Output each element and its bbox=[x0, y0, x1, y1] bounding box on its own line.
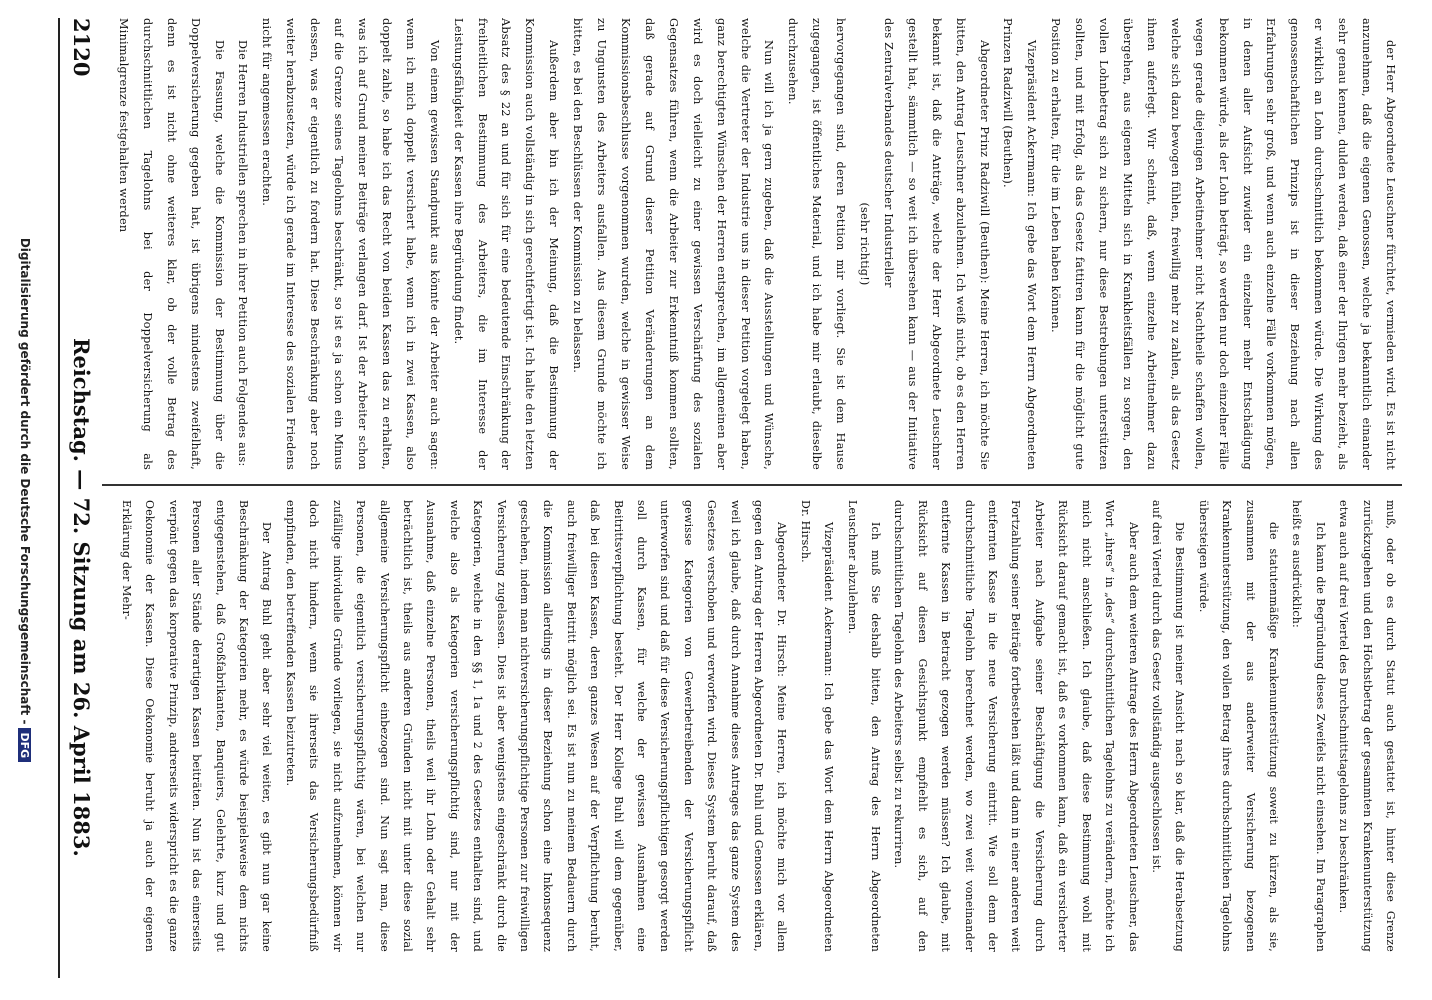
paragraph: hervorgegangen sind, deren Petition mir vorliegt. Sie ist dem Hause zugegangen, ist öffentliches Material, und ich habe mir erlaubt, dieselbe durchzusehen. bbox=[786, 18, 848, 470]
paragraph: Ich kann die Begründung dieses Zweifels nicht einsehen. Im Paragraphen heißt es ausdrücklich: bbox=[1290, 500, 1327, 952]
page-header bbox=[52, 18, 102, 978]
column-divider bbox=[102, 484, 1402, 486]
page-number: 2120 bbox=[69, 18, 94, 77]
paragraph: Ich muß Sie deshalb bitten, den Antrag des Herrn Abgeordneten Leuschner abzulehnen. bbox=[845, 500, 883, 952]
paragraph: Der Antrag Buhl geht aber sehr viel weiter, es gibt nun gar keine Beschränkung der Kategorien mehr, es würde beispielsweise dem nichts entgegenstehen, daß Großfabrikanten, Banquiers, Gelehrte, kurz und gut Personen aller Stände derartigen Kassen beiträten. Nun ist das einerseits verpönt gegen das korporative Prinzip, andrerseits widerspricht es die ganze Oekonomie der Kassen. Diese Oekonomie beruht ja auch der eigenen Erklärung der Mehr- bbox=[120, 500, 274, 952]
paragraph: die statutenmäßige Krankenunterstützung soweit zu kürzen, als sie, zusammen mit der aus anderweiter Versicherung bezogenen Krankenunterstützung, den vollen Betrag ihres durchschnittlichen Tagelohns übersteigen würde. bbox=[1196, 500, 1280, 952]
paragraph: Die Bestimmung ist meiner Ansicht nach so klar, daß die Herabsetzung auf drei Viertel durch das Gesetz vollständig ausgeschlossen ist. bbox=[1149, 500, 1187, 952]
paragraph: Die Herren Industriellen sprechen in ihrer Petition auch Folgendes aus: bbox=[236, 40, 250, 467]
paragraph: Außerdem aber bin ich der Meinung, daß die Bestimmung der Kommission auch vollständig in sich gerechtfertigt ist. Ich halte den letzten Absatz des § 22 an und für sich für eine bedeutende Einschränkung der freiheitlichen Bestimmung des Arbeiters, die im Interesse der Leistungsfähigkeit der Kassen ihre Begründung findet. bbox=[451, 18, 561, 470]
paragraph: Die Fassung, welche die Kommission der Bestimmung über die Doppelversicherung gegeben hat, ist übrigens mindestens zweifelhaft, denn es ist nicht ohne weiteres klar, ob der volle Betrag des durchschnittlichen Tagelohns bei der Doppelversicherung als Minimalgrenze festgehalten werden bbox=[116, 18, 226, 470]
dfg-logo: DFG bbox=[18, 728, 31, 762]
digitization-note: Digitalisierung gefördert durch die Deutsche Forschungsgemeinschaft - bbox=[18, 237, 32, 725]
paragraph: (sehr richtig!) bbox=[858, 202, 872, 286]
paragraph: Vizepräsident Ackermann: Ich gebe das Wort dem Herrn Abgeordneten Prinzen Radziwill (Beuthen). bbox=[1001, 18, 1039, 470]
right-column bbox=[102, 500, 1402, 952]
paragraph: Von einem gewissen Standpunkt aus könnte der Arbeiter auch sagen: wenn ich mich doppelt versichert habe, wenn ich in zwei Kassen, also doppelt zahle, so habe ich das Recht von beiden Kassen das zu erhalten, was ich auf Grund meiner Beiträge verlangen darf. Ist der Arbeiter schon auf die Grenze seines Tagelohns beschränkt, so ist es ja schon ein Minus dessen, was er eigentlich zu fordern hat. Diese Beschränkung aber noch weiter herabzusetzen, würde ich gerade im Interesse des sozialen Friedens nicht für angemessen erachten. bbox=[260, 18, 441, 470]
left-column bbox=[102, 18, 1402, 470]
paragraph: Aber auch dem weiteren Antrage des Herrn Abgeordneten Leuschner, das Wort „ihres“ in „des“ durchschnittlichen Tagelohns zu verändern, möchte ich mich nicht anschließen. Ich glaube, daß diese Bestimmung wohl mit Rücksicht darauf gemacht ist, daß es vorkommen kann, daß ein versicherter Arbeiter nach Aufgabe seiner Beschäftigung die Versicherung durch Fortzahlung seiner Beiträge fortbestehen läßt und dann in einer anderen weit entfernten Kasse in die neue Versicherung eintritt. Wie soll denn der durchschnittliche Tagelohn berechnet werden, wo zwei weit voneinander entfernte Kassen in Betracht gezogen werden müssen? Ich glaube, mit Rücksicht auf diesen Gesichtspunkt empfiehlt es sich, auf den durchschnittlichen Tagelohn des Arbeiters selbst zu rekurriren. bbox=[892, 500, 1140, 952]
paragraph: Abgeordneter Dr. Hirsch: Meine Herren, ich möchte mich vor allem gegen den Antrag der Herren Abgeordneten Dr. Buhl und Genossen erklären, weil ich glaube, daß durch Annahme dieses Antrages das ganze System des Gesetzes verschoben und verworfen wird. Dieses System beruht darauf, daß gewisse Kategorien von Gewerbetreibenden der Versicherungspflicht unterworfen sind und daß für diese Versicherungspflichtigen gesorgt werden soll durch Kassen, für welche der gewissen Ausnahmen eine Beitrittsverpflichtung besteht. Der Herr Kollege Buhl will dem gegenüber, daß bei diesen Kassen, deren ganzes Wesen auf der Verpflichtung beruht, auch freiwilliger Beitritt möglich sei. Es ist nun zu meinem Bedauern durch die Kommission allerdings in dieser Beziehung schon eine Inkonsequenz geschehen, indem man nichtversicherungspflichtige Personen zur freiwilligen Versicherung zugelassen. Dies ist aber wenigstens eingeschränkt durch die Kategorien, welche in den §§ 1, 1a und 2 des Gesetzes enthalten sind, und welche also als Kategorien versicherungspflichtig sind, nur mit der Ausnahme, daß einzelne Personen, theils weil ihr Lohn oder Gehalt sehr beträchtlich ist, theils aus anderen Gründen nicht mit unter diese sozial allgemeine Versicherungspflicht einbezogen sind. Nun sagt man, diese Personen, die eigentlich versicherungspflichtig wären, bei welchen nur zufällige individuelle Gründe vorliegen, sie nicht aufzunehmen, können wir doch nicht hindern, wenn sie ihrerseits das Versicherungsbedürfniß empfinden, den betreffenden Kassen beizutreten. bbox=[283, 500, 789, 952]
paragraph: Vizepräsident Ackermann: Ich gebe das Wort dem Herrn Abgeordneten Dr. Hirsch. bbox=[798, 500, 836, 952]
paragraph: Abgeordneter Prinz Radziwill (Beuthen): Meine Herren, ich möchte Sie bitten, den Antrag Leuschner abzulehnen. Ich weiß nicht, ob es den Herren bekannt ist, daß die Anträge, welche der Herr Abgeordnete Leuschner gestellt hat, sämmtlich — so weit ich übersehen kann — aus der Initiative des Zentralverbandes deutscher Industrieller bbox=[881, 18, 991, 470]
digitization-footer bbox=[8, 0, 32, 1000]
paragraph: muß, oder ob es durch Statut auch gestattet ist, hinter diese Grenze zurückzugehen und den Höchstbetrag der gesammten Krankenunterstützung etwa auch auf drei Viertel des Durchschnittstagelohns zu beschränken. bbox=[1337, 500, 1397, 952]
running-title: Reichstag. — 72. Sitzung am 26. April 1883. bbox=[69, 338, 94, 857]
paragraph: Nun will ich ja gern zugeben, daß die Ausstellungen und Wünsche, welche die Vertreter der Industrie uns in dieser Petition vorgelegt haben, ganz berechtigten Wünschen der Herren entsprechen, im allgemeinen aber wird es doch vielleicht zu einer gewissen Verschärfung des sozialen Gegensatzes führen, wenn die Arbeiter zur Erkenntniß kommen sollten, daß gerade auf Grund dieser Petition Veränderungen an dem Kommissionsbeschlusse vorgenommen wurden, welche in gewisser Weise zu Ungunsten des Arbeiters ausfallen. Aus diesem Grunde möchte ich bitten, es bei den Beschlüssen der Kommission zu belassen. bbox=[571, 18, 776, 470]
header-rule bbox=[58, 18, 60, 978]
paragraph: der Herr Abgeordnete Leuschner fürchtet, vermieden wird. Es ist nicht anzunehmen, daß die eigenen Genossen, welche ja bekanntlich einander sehr genau kennen, dulden werden, daß einer der Ihrigen mehr bezieht, als er wirklich an Lohn durchschnittlich bekommen würde. Die Wirkung des genossenschaftlichen Prinzips ist in dieser Beziehung nach allen Erfahrungen sehr groß, und wenn auch einzelne Fälle vorkommen mögen, in denen aller Aufsicht zuwider ein einzelner mehr Entschädigung bekommen würde, als der Lohn beträgt, so werden nur doch einzelner Fälle wegen gerade diejenigen Arbeitnehmer nicht Nachtheile schaffen wollen, welche sich dazu bewogen fühlen, freiwillig mehr zu zahlen, als das Gesetz ihnen auferlegt. Wir scheint, daß, wenn einzelne Arbeitnehmer dazu übergehen, aus eigenen Mitteln sich in Krankheitsfällen zu sorgen, den vollen Lohnbetrag sich zu sichern, nur diese Bestrebungen unterstützen sollten, und mit Erfolg, als das Gesetz fattiren kann für die möglicht gute Position zu erhalten, für die im Leben haben können. bbox=[1049, 18, 1397, 470]
